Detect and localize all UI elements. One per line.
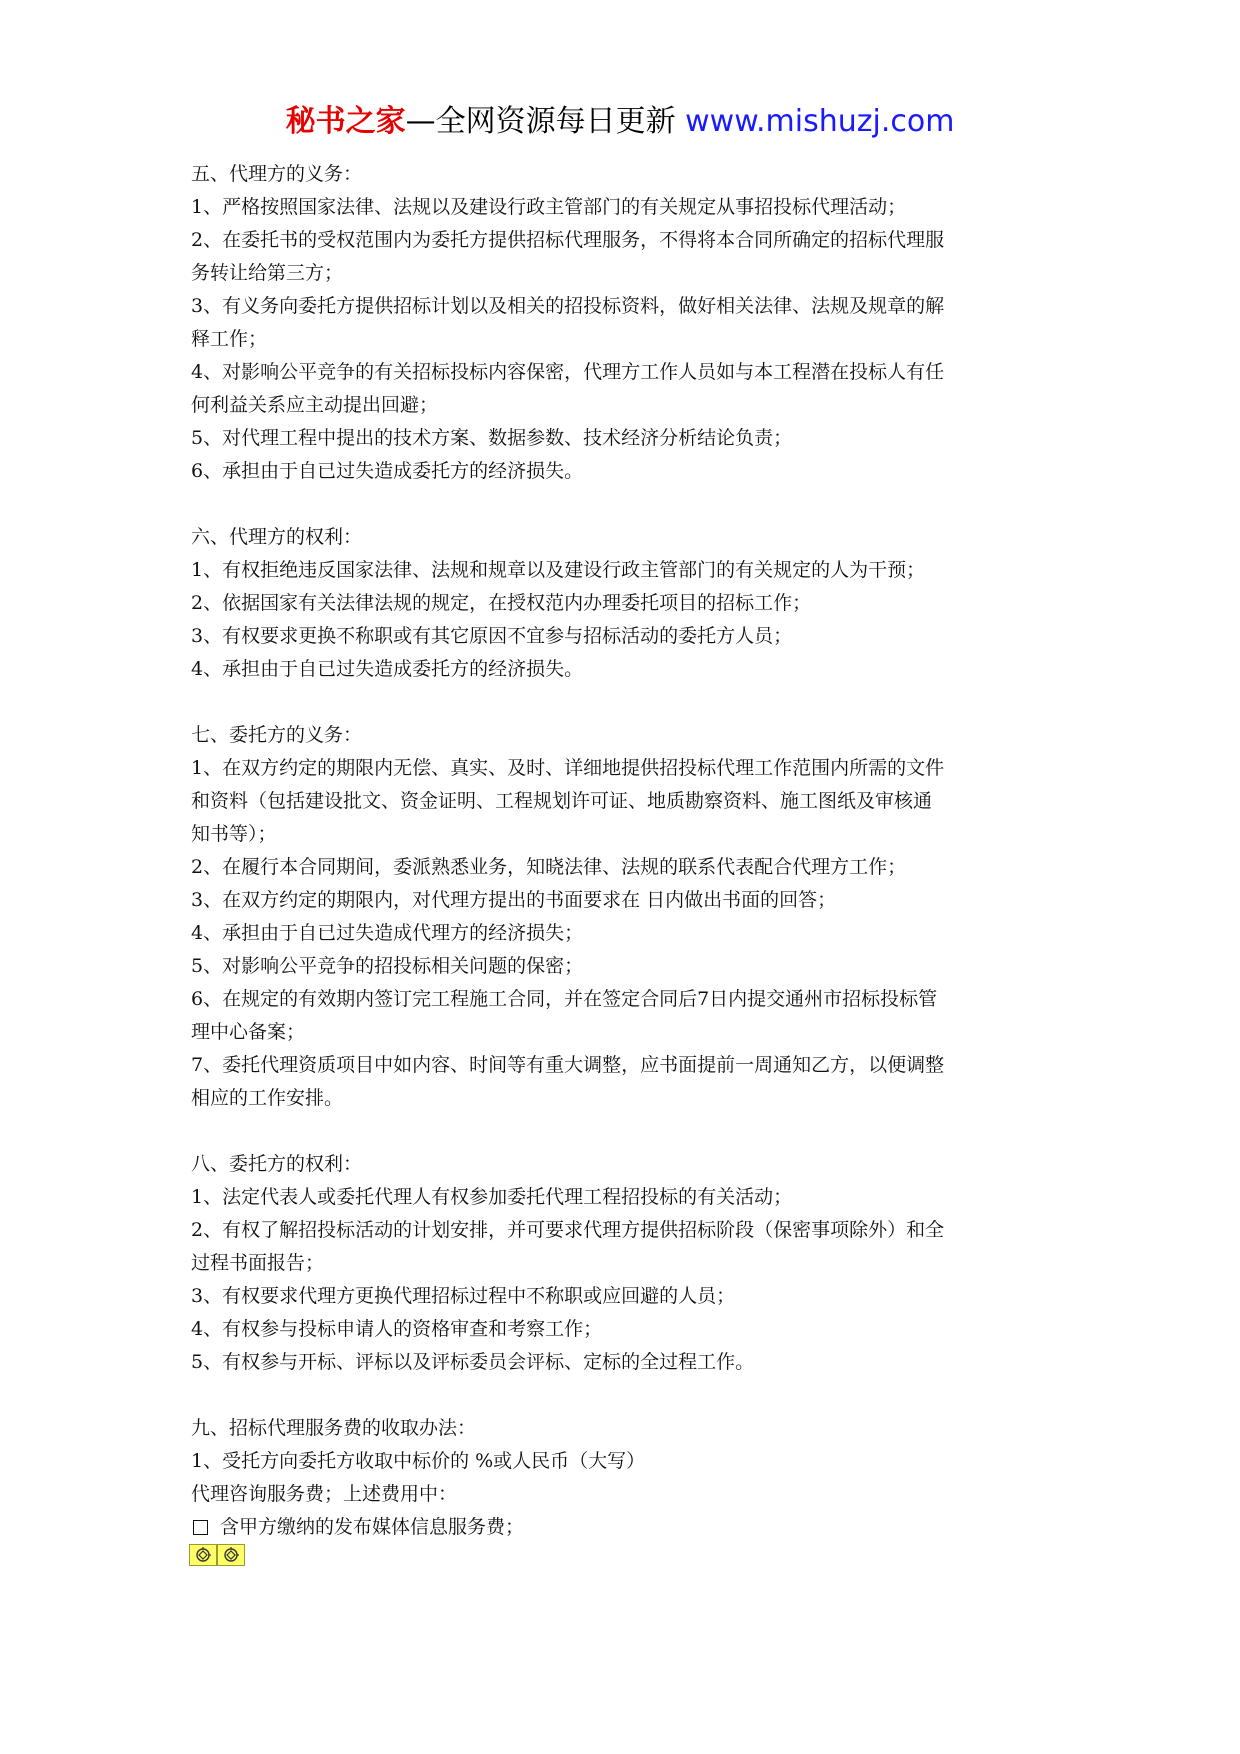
paragraph-line: 3、在双方约定的期限内，对代理方提出的书面要求在 日内做出书面的回答； bbox=[191, 889, 837, 911]
paragraph-line: 4、对影响公平竞争的有关招标投标内容保密，代理方工作人员如与本工程潜在投标人有任 bbox=[191, 361, 945, 383]
checkbox-label: 含甲方缴纳的发布媒体信息服务费； bbox=[220, 1516, 525, 1538]
paragraph-line: 1、严格按照国家法律、法规以及建设行政主管部门的有关规定从事招投标代理活动； bbox=[191, 196, 907, 218]
section-heading: 八、委托方的权利： bbox=[191, 1153, 363, 1175]
paragraph-line: 代理咨询服务费；上述费用中： bbox=[191, 1483, 458, 1505]
paragraph-line: 4、承担由于自已过失造成代理方的经济损失； bbox=[191, 922, 584, 944]
form-field-icons bbox=[189, 1544, 245, 1566]
paragraph-line: 务转让给第三方； bbox=[191, 262, 344, 284]
paragraph-line: 6、承担由于自已过失造成委托方的经济损失。 bbox=[191, 460, 584, 482]
paragraph-line: 释工作； bbox=[191, 328, 268, 350]
paragraph-line: 4、有权参与投标申请人的资格审查和考察工作； bbox=[191, 1318, 603, 1340]
checkbox-icon[interactable] bbox=[193, 1520, 208, 1535]
paragraph-line: 2、有权了解招投标活动的计划安排，并可要求代理方提供招标阶段（保密事项除外）和全 bbox=[191, 1219, 945, 1241]
header-slogan: —全网资源每日更新 bbox=[405, 104, 686, 139]
paragraph-line: 7、委托代理资质项目中如内容、时间等有重大调整，应书面提前一周通知乙方，以便调整 bbox=[191, 1054, 945, 1076]
section-agent-obligations bbox=[191, 158, 1071, 488]
checkbox-item bbox=[191, 1511, 1071, 1544]
section-heading: 七、委托方的义务： bbox=[191, 724, 363, 746]
document-body bbox=[191, 158, 1071, 1544]
paragraph-line: 5、对代理工程中提出的技术方案、数据参数、技术经济分析结论负责； bbox=[191, 427, 793, 449]
paragraph-line: 2、依据国家有关法律法规的规定，在授权范内办理委托项目的招标工作； bbox=[191, 592, 812, 614]
section-service-fee bbox=[191, 1412, 1071, 1544]
section-heading: 五、代理方的义务： bbox=[191, 163, 363, 185]
paragraph-line: 2、在委托书的受权范围内为委托方提供招标代理服务，不得将本合同所确定的招标代理服 bbox=[191, 229, 945, 251]
paragraph-line: 何利益关系应主动提出回避； bbox=[191, 394, 439, 416]
paragraph-line: 5、有权参与开标、评标以及评标委员会评标、定标的全过程工作。 bbox=[191, 1351, 755, 1373]
paragraph-line: 1、在双方约定的期限内无偿、真实、及时、详细地提供招投标代理工作范围内所需的文件 bbox=[191, 757, 945, 779]
paragraph-line: 1、有权拒绝违反国家法律、法规和规章以及建设行政主管部门的有关规定的人为干预； bbox=[191, 559, 926, 581]
paragraph-line: 1、法定代表人或委托代理人有权参加委托代理工程招投标的有关活动； bbox=[191, 1186, 793, 1208]
section-client-rights bbox=[191, 1148, 1071, 1379]
paragraph-line: 3、有义务向委托方提供招标计划以及相关的招投标资料，做好相关法律、法规及规章的解 bbox=[191, 295, 945, 317]
section-heading: 六、代理方的权利： bbox=[191, 526, 363, 548]
form-field-icon[interactable] bbox=[189, 1544, 217, 1566]
paragraph-line: 理中心备案； bbox=[191, 1021, 306, 1043]
paragraph-line: 相应的工作安排。 bbox=[191, 1087, 344, 1109]
form-field-icon[interactable] bbox=[217, 1544, 245, 1566]
paragraph-line: 6、在规定的有效期内签订完工程施工合同，并在签定合同后7日内提交通州市招标投标管 bbox=[191, 988, 938, 1010]
section-heading: 九、招标代理服务费的收取办法： bbox=[191, 1417, 477, 1439]
site-url-link[interactable]: www.mishuzj.com bbox=[685, 104, 955, 139]
paragraph-line: 4、承担由于自已过失造成委托方的经济损失。 bbox=[191, 658, 584, 680]
brand-name: 秘书之家 bbox=[285, 104, 406, 139]
paragraph-line: 1、受托方向委托方收取中标价的 %或人民币（大写） bbox=[191, 1450, 646, 1472]
paragraph-line: 2、在履行本合同期间，委派熟悉业务，知晓法律、法规的联系代表配合代理方工作； bbox=[191, 856, 907, 878]
paragraph-line: 5、对影响公平竞争的招投标相关问题的保密； bbox=[191, 955, 584, 977]
site-header bbox=[0, 102, 1240, 142]
paragraph-line: 3、有权要求代理方更换代理招标过程中不称职或应回避的人员； bbox=[191, 1285, 736, 1307]
paragraph-line: 过程书面报告； bbox=[191, 1252, 325, 1274]
paragraph-line: 知书等）； bbox=[191, 823, 277, 845]
section-client-obligations bbox=[191, 719, 1071, 1115]
paragraph-line: 和资料（包括建设批文、资金证明、工程规划许可证、地质勘察资料、施工图纸及审核通 bbox=[191, 790, 933, 812]
paragraph-line: 3、有权要求更换不称职或有其它原因不宜参与招标活动的委托方人员； bbox=[191, 625, 793, 647]
section-agent-rights bbox=[191, 521, 1071, 686]
